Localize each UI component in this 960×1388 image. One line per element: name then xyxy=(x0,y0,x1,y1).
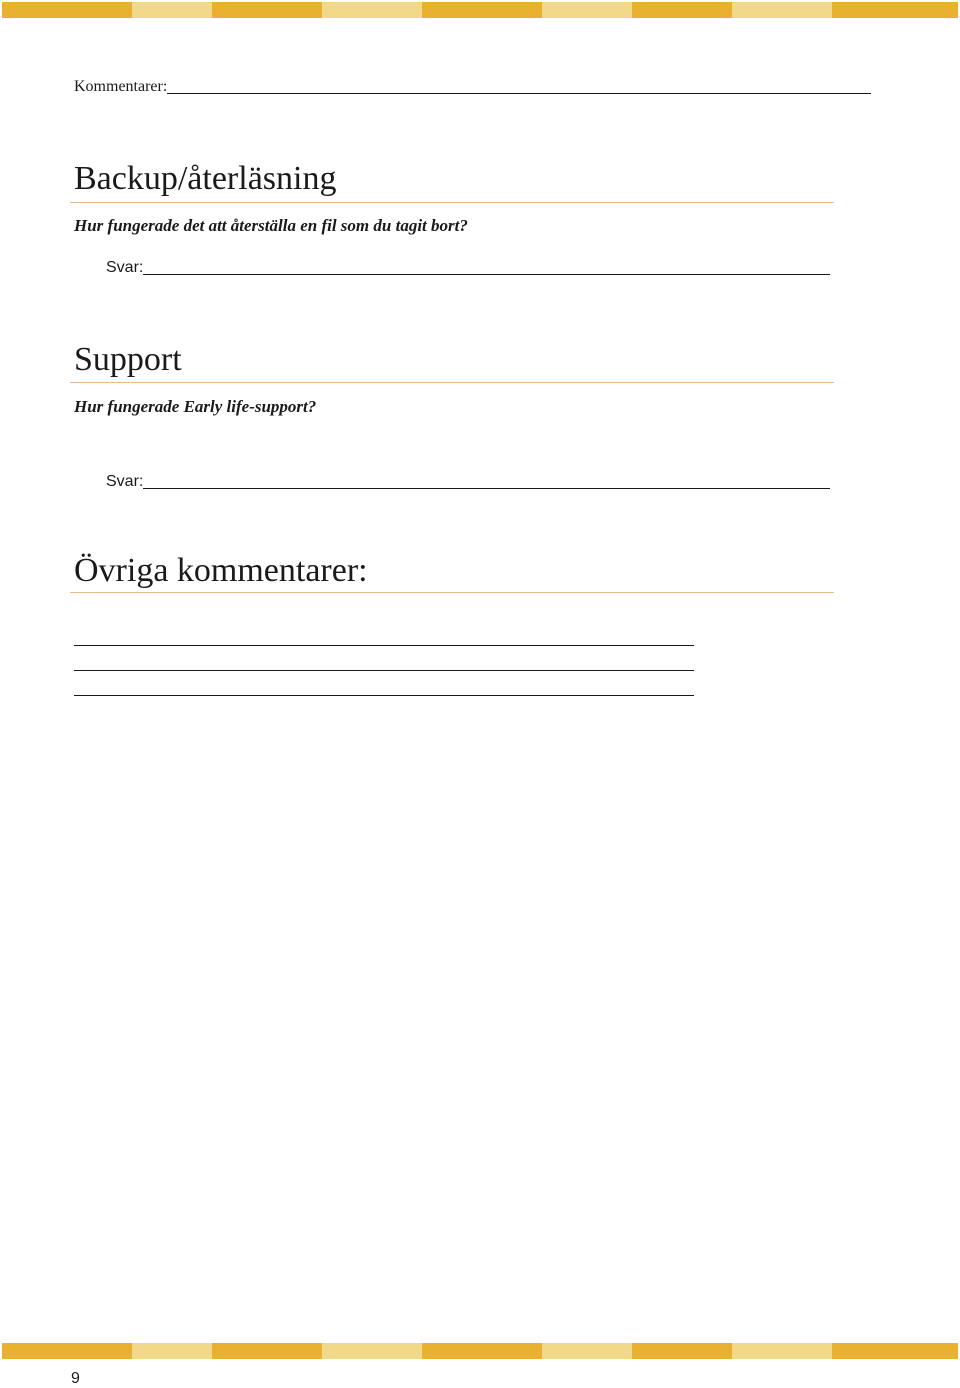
band-segment xyxy=(212,2,322,18)
band-segment xyxy=(732,1343,832,1359)
support-heading: Support xyxy=(74,341,182,378)
band-segment xyxy=(832,1343,958,1359)
comment-line[interactable] xyxy=(74,695,694,696)
band-segment xyxy=(542,1343,632,1359)
band-segment xyxy=(832,2,958,18)
page-number: 9 xyxy=(71,1370,80,1387)
band-segment xyxy=(322,1343,422,1359)
band-segment xyxy=(2,2,132,18)
bottom-decorative-band xyxy=(2,1343,958,1359)
backup-answer-line[interactable] xyxy=(143,274,830,275)
band-segment xyxy=(2,1343,132,1359)
band-segment xyxy=(632,1343,732,1359)
backup-question: Hur fungerade det att återställa en fil som du tagit bort? xyxy=(74,216,468,235)
support-answer-field[interactable] xyxy=(106,473,830,491)
other-comments-heading: Övriga kommentarer: xyxy=(74,552,368,589)
band-segment xyxy=(132,2,212,18)
support-answer-line[interactable] xyxy=(143,488,830,489)
band-segment xyxy=(422,1343,542,1359)
band-segment xyxy=(732,2,832,18)
comment-line[interactable] xyxy=(74,645,694,646)
comments-field[interactable] xyxy=(74,78,871,96)
band-segment xyxy=(632,2,732,18)
support-heading-rule xyxy=(70,382,834,383)
comments-label: Kommentarer: xyxy=(74,78,168,95)
band-segment xyxy=(422,2,542,18)
band-segment xyxy=(542,2,632,18)
backup-answer-field[interactable] xyxy=(106,259,830,277)
top-decorative-band xyxy=(2,2,958,18)
comments-line[interactable] xyxy=(167,93,871,94)
support-question: Hur fungerade Early life-support? xyxy=(74,397,317,416)
other-comments-heading-rule xyxy=(70,592,834,593)
support-answer-label: Svar: xyxy=(106,473,144,490)
band-segment xyxy=(322,2,422,18)
backup-answer-label: Svar: xyxy=(106,259,144,276)
backup-heading: Backup/återläsning xyxy=(74,160,337,197)
band-segment xyxy=(132,1343,212,1359)
comment-line[interactable] xyxy=(74,670,694,671)
band-segment xyxy=(212,1343,322,1359)
backup-heading-rule xyxy=(70,202,834,203)
